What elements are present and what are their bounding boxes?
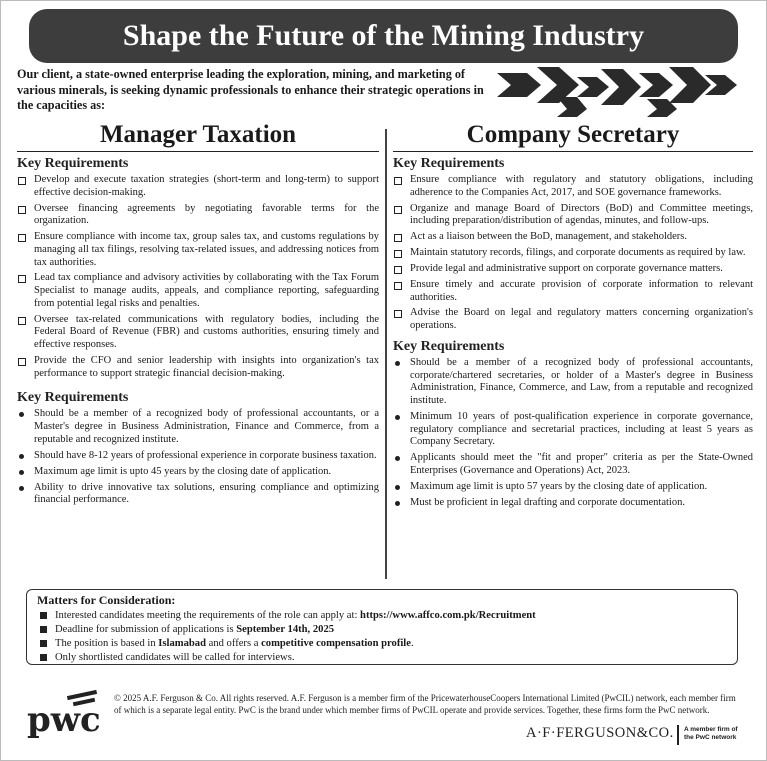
application-link[interactable]: https://www.affco.com.pk/Recruitment <box>360 610 536 621</box>
list-item: Minimum 10 years of post-qualification experience in corporate governance, regulatory compliance and secretarial practices, including at least 5 years as Company Secretary. <box>393 411 753 449</box>
list-item: Provide legal and administrative support on corporate governance matters. <box>393 263 753 276</box>
list-item: Only shortlisted candidates will be called for interviews. <box>37 651 727 665</box>
checkbox-bullet-icon <box>394 203 402 219</box>
copyright-notice: © 2025 A.F. Ferguson & Co. All rights reserved. A.F. Ferguson is a member firm of the PricewaterhouseCoopers International Limited (PwCIL) network, each member firm of which is a separate legal entity. PwC is the brand under which member firms of PwCIL operate and provide services. Together, these firms form the PwC network. <box>114 693 736 715</box>
list-item: Interested candidates meeting the requirements of the role can apply at: https://www.affco.com.pk/Recruitment <box>37 609 727 623</box>
list-item: Maximum age limit is upto 57 years by the closing date of application. <box>393 481 753 494</box>
list-item: Ability to drive innovative tax solutions, ensuring compliance and optimizing financial performance. <box>17 482 379 507</box>
dot-bullet-icon <box>18 450 24 464</box>
af-ferguson-wordmark: A·F·FERGUSON&CO. <box>526 725 674 741</box>
section-heading: Key Requirements <box>393 338 505 354</box>
svg-text:pwc: pwc <box>27 700 101 739</box>
section-heading: Key Requirements <box>393 156 505 171</box>
location: Islamabad <box>158 638 206 649</box>
checkbox-bullet-icon <box>394 247 402 263</box>
chevron-pattern-graphic <box>497 65 747 117</box>
dot-bullet-icon <box>394 357 400 371</box>
checkbox-bullet-icon <box>18 272 26 288</box>
list-item: Maintain statutory records, filings, and corporate documents as required by law. <box>393 247 753 260</box>
list-item: Develop and execute taxation strategies (short-term and long-term) to support effective decision-making. <box>17 174 379 199</box>
list-item: Provide the CFO and senior leadership with insights into organization's tax performance to support strategic financial decision-making. <box>17 355 379 380</box>
checkbox-bullet-icon <box>18 355 26 371</box>
company-secretary-column <box>393 121 753 513</box>
checkbox-bullet-icon <box>18 203 26 219</box>
list-item: Deadline for submission of applications is September 14th, 2025 <box>37 623 727 637</box>
requirements-list <box>17 408 379 506</box>
list-item: Lead tax compliance and advisory activities by collaborating with the Tax Forum Specialist to manage audits, appeals, and compliance reporting, safeguarding from potential legal risks and penalties. <box>17 272 379 310</box>
list-item: Oversee financing agreements by negotiating favorable terms for the organization. <box>17 203 379 228</box>
headline-banner <box>29 9 738 63</box>
square-bullet-icon <box>40 612 47 619</box>
dot-bullet-icon <box>18 466 24 480</box>
role-title-company-secretary: Company Secretary <box>393 121 753 152</box>
dot-bullet-icon <box>394 411 400 425</box>
dot-bullet-icon <box>394 481 400 495</box>
duties-list <box>17 174 379 380</box>
deadline-date: September 14th, 2025 <box>236 624 335 635</box>
dot-bullet-icon <box>18 482 24 496</box>
list-item: Ensure timely and accurate provision of corporate information to relevant authorities. <box>393 279 753 304</box>
compensation-note: competitive compensation profile <box>261 638 411 649</box>
matters-for-consideration-box <box>26 589 738 665</box>
wordmark-divider <box>677 725 679 745</box>
list-item: Should have 8-12 years of professional experience in corporate business taxation. <box>17 450 379 463</box>
intro-paragraph: Our client, a state-owned enterprise leading the exploration, mining, and marketing of various minerals, is seeking dynamic professionals to enhance their strategic operations in the capacities as: <box>17 67 484 112</box>
list-item: Organize and manage Board of Directors (BoD) and Committee meetings, including preparation/distribution of agendas, minutes, and follow-ups. <box>393 203 753 228</box>
square-bullet-icon <box>40 626 47 633</box>
manager-taxation-column <box>17 121 379 510</box>
duties-list <box>393 174 753 333</box>
matters-list <box>37 609 727 665</box>
pwc-logo <box>25 689 103 739</box>
headline: Shape the Future of the Mining Industry <box>122 19 645 52</box>
list-item: Must be proficient in legal drafting and corporate documentation. <box>393 497 753 510</box>
matters-title: Matters for Consideration: <box>37 593 176 607</box>
checkbox-bullet-icon <box>394 231 402 247</box>
list-item: Should be a member of a recognized body of professional accountants, or a Master's degree in Business Administration, Finance and Commerce, from a reputable and recognized institute. <box>17 408 379 446</box>
requirements-list <box>393 357 753 509</box>
list-item: Should be a member of a recognized body of professional accountants, corporate/chartered secretaries, or holder of a Master's degree in Business Administration, Finance, Commerce, and Law, from a reputable and recognized institute. <box>393 357 753 408</box>
list-item: Maximum age limit is upto 45 years by the closing date of application. <box>17 466 379 479</box>
list-item: Advise the Board on legal and regulatory matters concerning organization's operations. <box>393 307 753 332</box>
square-bullet-icon <box>40 640 47 647</box>
dot-bullet-icon <box>394 497 400 511</box>
role-title-manager-taxation: Manager Taxation <box>17 121 379 152</box>
column-divider <box>385 129 387 579</box>
list-item: Ensure compliance with regulatory and statutory obligations, including adherence to the Companies Act, 2017, and SOE governance frameworks. <box>393 174 753 199</box>
square-bullet-icon <box>40 654 47 661</box>
list-item: The position is based in Islamabad and offers a competitive compensation profile. <box>37 637 727 651</box>
section-heading: Key Requirements <box>17 156 129 171</box>
member-firm-tagline: A member firm of the PwC network <box>684 726 738 741</box>
checkbox-bullet-icon <box>394 307 402 323</box>
checkbox-bullet-icon <box>394 279 402 295</box>
section-heading: Key Requirements <box>17 390 129 406</box>
list-item: Applicants should meet the "fit and proper" criteria as per the State-Owned Enterprises (Governance and Operations) Act, 2023. <box>393 452 753 477</box>
checkbox-bullet-icon <box>394 263 402 279</box>
dot-bullet-icon <box>18 408 24 422</box>
dot-bullet-icon <box>394 452 400 466</box>
list-item: Act as a liaison between the BoD, management, and stakeholders. <box>393 231 753 244</box>
list-item: Oversee tax-related communications with regulatory bodies, including the Federal Board of Revenue (FBR) and customs authorities, ensuring timely and effective responses. <box>17 314 379 352</box>
checkbox-bullet-icon <box>18 314 26 330</box>
checkbox-bullet-icon <box>18 174 26 190</box>
list-item: Ensure compliance with income tax, group sales tax, and customs regulations by managing all tax filings, resolving tax-related issues, and addressing notices from tax authorities. <box>17 231 379 269</box>
checkbox-bullet-icon <box>18 231 26 247</box>
checkbox-bullet-icon <box>394 174 402 190</box>
